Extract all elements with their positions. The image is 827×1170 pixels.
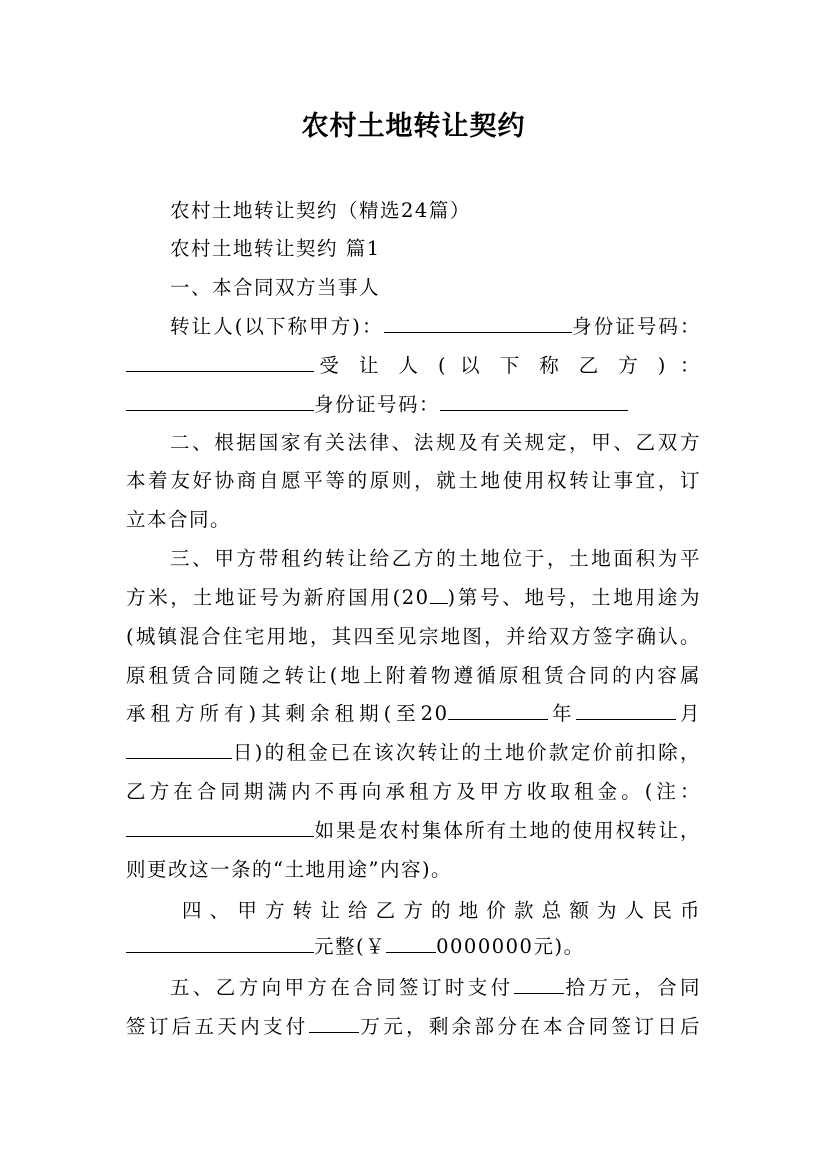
clause-5-text-2b: 万元，剩余部分在本合同签订日后 bbox=[358, 1015, 701, 1038]
price-figure-blank bbox=[386, 932, 436, 953]
clause-2-text-1: 二、根据国家有关法律、法规及有关规定，甲、乙双方 bbox=[170, 431, 701, 454]
clause-1-heading bbox=[170, 273, 701, 303]
clause-5-text-1b: 拾万元，合同 bbox=[563, 976, 701, 999]
clause-3-line-3 bbox=[126, 622, 701, 652]
clause-3-text-7: 乙方在合同期满内不再向承租方及甲方收取租金。(注： bbox=[126, 780, 701, 803]
clause-3-line-8 bbox=[126, 816, 701, 846]
lease-month-blank bbox=[576, 699, 676, 720]
clause-5-line-1 bbox=[170, 973, 701, 1003]
clause-3-text-5a: 承租方所有)其剩余租期(至20 bbox=[126, 702, 449, 725]
transferor-id-label: 身份证号码： bbox=[571, 315, 701, 338]
clause-3-text-1: 三、甲方带租约转让给乙方的土地位于，土地面积为平 bbox=[170, 547, 701, 570]
clause-5-text-2a: 签订后五天内支付 bbox=[126, 1015, 309, 1038]
clause-4-line-1 bbox=[182, 896, 701, 926]
transferee-line bbox=[126, 351, 701, 381]
transferor-label: 转让人(以下称甲方)： bbox=[170, 315, 384, 338]
clause-2-line-1 bbox=[170, 428, 701, 458]
clause-4-line-2 bbox=[126, 932, 701, 962]
subtitle-text: 农村土地转让契约（精选24篇） bbox=[170, 199, 471, 222]
clause-2-line-3 bbox=[126, 505, 701, 535]
transferee-id-label: 身份证号码： bbox=[314, 393, 441, 416]
clause-4-text-2b: 0000000元)。 bbox=[436, 935, 585, 958]
first-payment-blank bbox=[514, 973, 564, 994]
clause-5-line-2 bbox=[126, 1012, 701, 1042]
clause-3-text-9: 则更改这一条的“土地用途”内容)。 bbox=[126, 858, 453, 881]
document-title: 农村土地转让契约 bbox=[301, 111, 526, 142]
clause-3-line-5 bbox=[126, 699, 701, 729]
clause-2-line-2 bbox=[126, 466, 701, 496]
clause-3-line-7 bbox=[126, 777, 701, 807]
transferee-label: 受 让 人 ( 以 下 称 乙 方 ) ： bbox=[314, 354, 701, 377]
transferor-line bbox=[170, 312, 701, 342]
note-blank bbox=[126, 816, 314, 837]
transferor-id-blank bbox=[126, 351, 314, 372]
clause-3-line-1 bbox=[170, 544, 701, 574]
clause-4-text-1: 四、甲方转让给乙方的地价款总额为人民币 bbox=[182, 899, 701, 922]
transferee-id-blank bbox=[440, 390, 628, 411]
clause-3-text-6: 日)的租金已在该次转让的土地价款定价前扣除， bbox=[232, 741, 701, 764]
second-payment-blank bbox=[309, 1012, 359, 1033]
clause-3-line-4 bbox=[126, 661, 701, 691]
clause-1-heading-text: 一、本合同双方当事人 bbox=[170, 276, 381, 299]
section-heading-text: 农村土地转让契约 篇1 bbox=[170, 237, 381, 260]
lease-day-blank bbox=[126, 738, 232, 759]
section-heading-line bbox=[170, 234, 701, 264]
clause-3-line-9 bbox=[126, 855, 701, 885]
clause-5-text-1a: 五、乙方向甲方在合同签订时支付 bbox=[170, 976, 514, 999]
lease-year-blank bbox=[448, 699, 548, 720]
clause-3-text-2a: 方米，土地证号为新府国用(20 bbox=[126, 586, 430, 609]
transferee-id-line bbox=[126, 390, 701, 420]
clause-4-text-2a: 元整(￥ bbox=[314, 935, 387, 958]
transferor-name-blank bbox=[384, 312, 572, 333]
clause-2-text-2: 本着友好协商自愿平等的原则，就土地使用权转让事宜，订 bbox=[126, 469, 701, 492]
cert-year-blank bbox=[430, 583, 448, 604]
clause-3-text-8: 如果是农村集体所有土地的使用权转让， bbox=[314, 819, 701, 842]
clause-2-text-3: 立本合同。 bbox=[126, 508, 232, 531]
clause-3-line-6 bbox=[126, 738, 701, 768]
clause-3-text-3: (城镇混合住宅用地，其四至见宗地图，并给双方签字确认。 bbox=[126, 625, 701, 648]
subtitle-line bbox=[170, 196, 701, 226]
clause-3-text-4: 原租赁合同随之转让(地上附着物遵循原租赁合同的内容属 bbox=[126, 664, 701, 687]
clause-3-year-label: 年 bbox=[548, 702, 577, 725]
clause-3-line-2 bbox=[126, 583, 701, 613]
clause-3-text-2b: )第号、地号，土地用途为 bbox=[447, 586, 701, 609]
clause-3-month-label: 月 bbox=[676, 702, 701, 725]
transferee-name-blank bbox=[126, 390, 314, 411]
price-words-blank bbox=[126, 932, 314, 953]
